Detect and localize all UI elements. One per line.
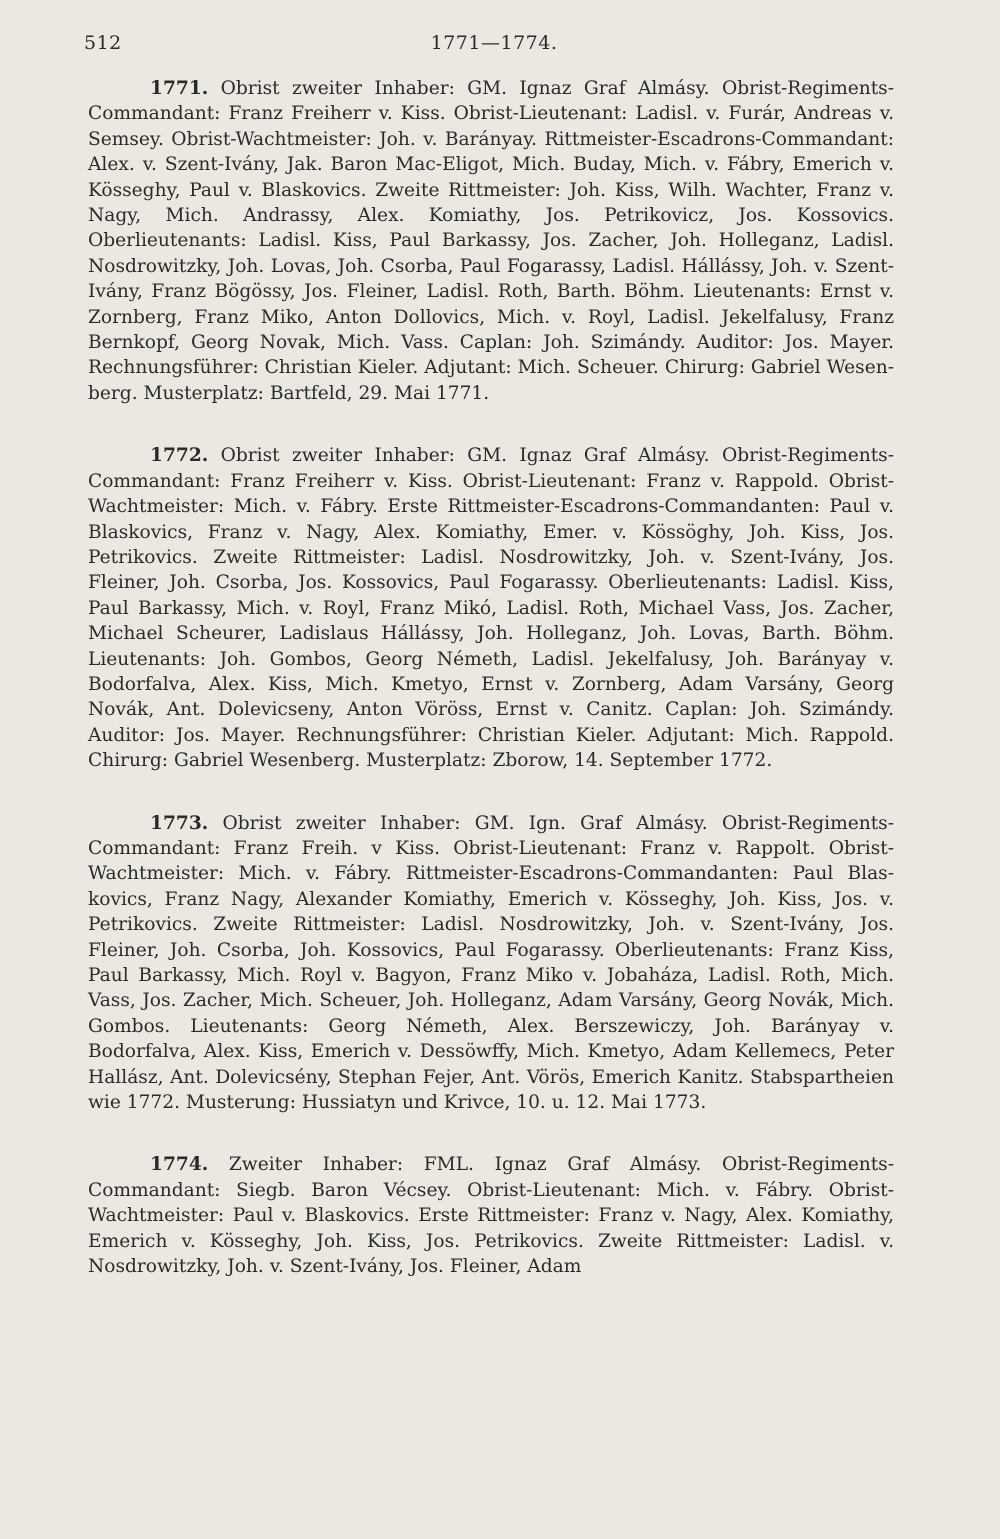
running-head: 1771—1774. xyxy=(430,32,558,54)
page-header xyxy=(84,32,904,60)
entry-1771 xyxy=(88,76,894,406)
page-number: 512 xyxy=(84,32,122,54)
entry-1772 xyxy=(88,443,894,773)
entry-1774 xyxy=(88,1152,894,1279)
entry-year: 1774. xyxy=(150,1154,209,1176)
entry-text: Obrist zweiter Inhaber: GM. Ignaz Graf Almásy. Obrist-Regiments-Commandant: Franz Freiherr v. Kiss. Obrist-Lieutenant: Franz v. Rappold. Obrist-Wachtmeister: Mich. v. Fábry. Erste Rittmeister-Escadrons-Commandanten: Paul v. Blaskovics, Franz v. Nagy, Alex. Komiathy, Emer. v. Kössöghy, Joh. Kiss, Jos. Petrikovics. Zweite Rittmeister: Ladisl. Nosdrowitzky, Joh. v. Szent-Ivány, Jos. Fleiner, Joh. Csorba, Jos. Kossovics, Paul Fogarassy. Oberlieutenants: Ladisl. Kiss, Paul Barkassy, Mich. v. Royl, Franz Mikó, Ladisl. Roth, Michael Vass, Jos. Zacher, Michael Scheurer, Ladislaus Hállássy, Joh. Holleganz, Joh. Lovas, Barth. Böhm. Lieutenants: Joh. Gombos, Georg Németh, Ladisl. Jekelfalusy, Joh. Barányay v. Bodorfalva, Alex. Kiss, Mich. Kmetyo, Ernst v. Zornberg, Adam Varsány, Georg Novák, Ant. Dolevicseny, Anton Vöröss, Ernst v. Canitz. Caplan: Joh. Szimándy. Auditor: Jos. Mayer. Rechnungsführer: Christian Kieler. Adjutant: Mich. Rappold. Chirurg: Gabriel Wesenberg. Musterplatz: Zborow, 14. September 1772. xyxy=(88,445,894,772)
entry-text: Obrist zweiter Inhaber: GM. Ignaz Graf Almásy. Obrist-Regiments-Commandant: Franz Freiherr v. Kiss. Obrist-Lieutenant: Ladisl. v. Furár, Andreas v. Semsey. Obrist-Wachtmeister: Joh. v. Barányay. Rittmeister-Escadrons-Commandant: Alex. v. Szent-Ivány, Jak. Baron Mac-Eligot, Mich. Buday, Mich. v. Fábry, Emerich v. Kösseghy, Paul v. Blaskovics. Zweite Rittmeister: Joh. Kiss, Wilh. Wachter, Franz v. Nagy, Mich. Andrassy, Alex. Komiathy, Jos. Petrikovicz, Jos. Kossovics. Oberlieutenants: Ladisl. Kiss, Paul Barkassy, Jos. Zacher, Joh. Holleganz, Ladisl. Nosdrowitzky, Joh. Lovas, Joh. Csorba, Paul Fogarassy, Ladisl. Hállássy, Joh. v. Szent-Ivány, Franz Bögössy, Jos. Fleiner, Ladisl. Roth, Barth. Böhm. Lieutenants: Ernst v. Zornberg, Franz Miko, Anton Dollovics, Mich. v. Royl, Ladisl. Jekelfalusy, Franz Bernkopf, Georg Novak, Mich. Vass. Caplan: Joh. Szimándy. Auditor: Jos. Mayer. Rechnungsführer: Christian Kieler. Adjutant: Mich. Scheuer. Chirurg: Gabriel Wesenberg. Musterplatz: Bartfeld, 29. Mai 1771. xyxy=(88,78,894,404)
entry-1773 xyxy=(88,811,894,1116)
entry-year: 1771. xyxy=(150,78,209,99)
entry-year: 1773. xyxy=(150,812,209,834)
entry-text: Zweiter Inhaber: FML. Ignaz Graf Almásy. Obrist-Regiments-Commandant: Siegb. Baron Vécsey. Obrist-Lieutenant: Mich. v. Fábry. Obrist-Wachtmeister: Paul v. Blaskovics. Erste Rittmeister: Franz v. Nagy, Alex. Komiathy, Emerich v. Kösseghy, Joh. Kiss, Jos. Petrikovics. Zweite Rittmeister: Ladisl. v. Nosdrowitzky, Joh. v. Szent-Ivány, Jos. Fleiner, Adam xyxy=(88,1154,894,1278)
page-body xyxy=(88,76,894,1279)
entry-year: 1772. xyxy=(150,445,209,467)
entry-text: Obrist zweiter Inhaber: GM. Ign. Graf Almásy. Obrist-Regiments-Commandant: Franz Freih. v Kiss. Obrist-Lieutenant: Franz v. Rappolt. Obrist-Wachtmeister: Mich. v. Fábry. Rittmeister-Escadrons-Commandanten: Paul Blaskovics, Franz Nagy, Alexander Komiathy, Emerich v. Kösseghy, Joh. Kiss, Jos. v. Petrikovics. Zweite Rittmeister: Ladisl. Nosdrowitzky, Joh. v. Szent-Ivány, Jos. Fleiner, Joh. Csorba, Joh. Kossovics, Paul Fogarassy. Oberlieutenants: Franz Kiss, Paul Barkassy, Mich. Royl v. Bagyon, Franz Miko v. Jobaháza, Ladisl. Roth, Mich. Vass, Jos. Zacher, Mich. Scheuer, Joh. Holleganz, Adam Varsány, Georg Novák, Mich. Gombos. Lieutenants: Georg Németh, Alex. Berszewiczy, Joh. Barányay v. Bodorfalva, Alex. Kiss, Emerich v. Dessöwffy, Mich. Kmetyo, Adam Kellemecs, Peter Hallász, Ant. Dolevicsény, Stephan Fejer, Ant. Vörös, Emerich Kanitz. Stabspartheien wie 1772. Musterung: Hussiatyn und Krivce, 10. u. 12. Mai 1773. xyxy=(88,812,894,1114)
